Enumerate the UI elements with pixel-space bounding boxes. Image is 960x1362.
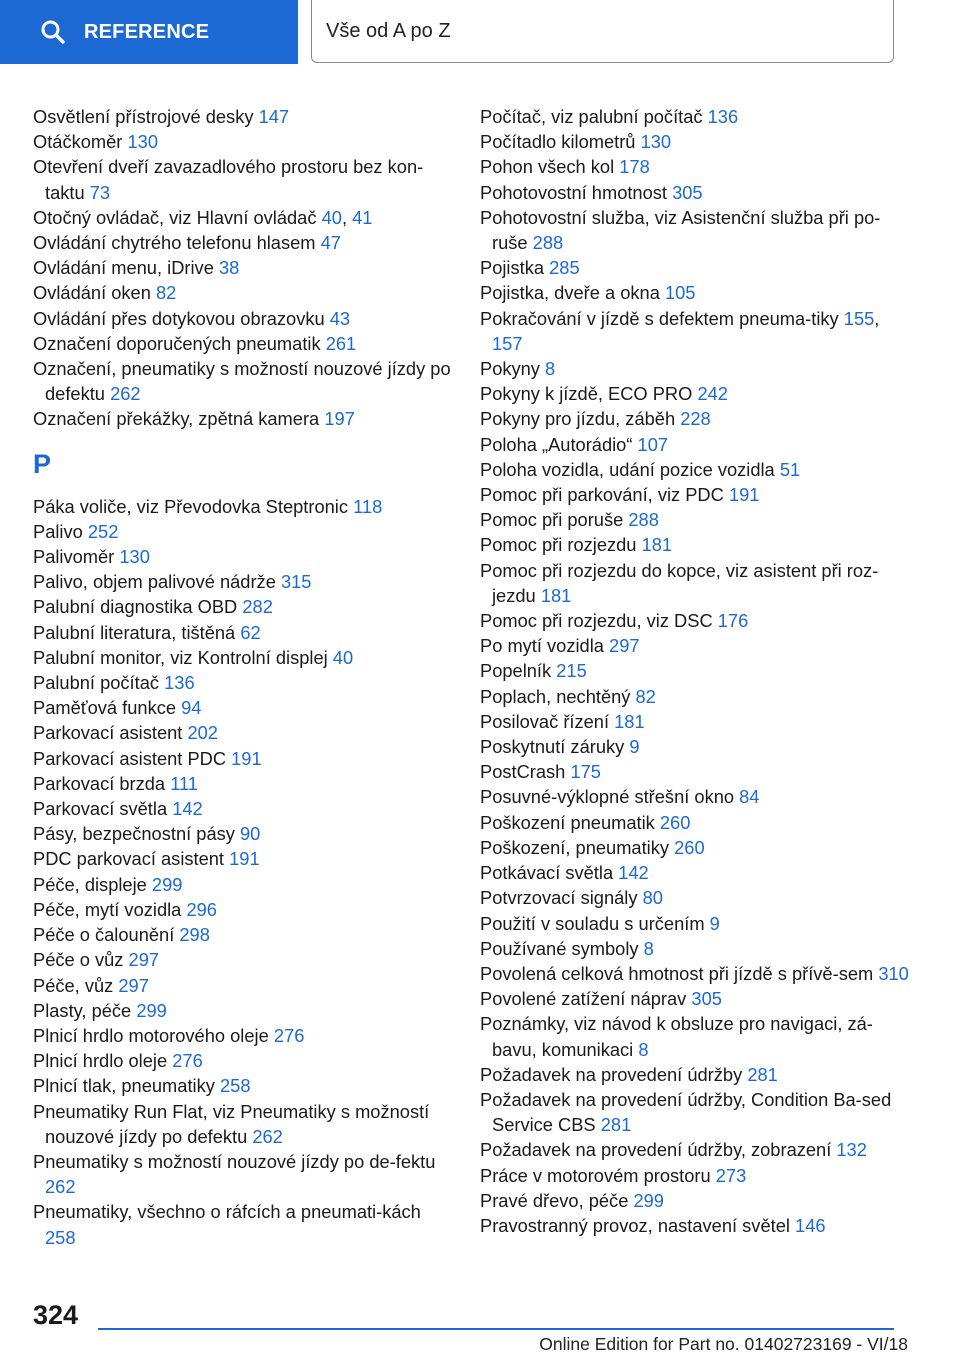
index-entry-text: Palubní literatura, tištěná: [33, 621, 236, 643]
index-entry-text: Otočný ovládač, viz Hlavní ovládač: [33, 206, 317, 228]
index-entry-text: Označení doporučených pneumatik: [33, 332, 321, 354]
index-entry: [480, 356, 910, 381]
index-entry: [33, 255, 453, 280]
page-link[interactable]: 105: [664, 282, 696, 304]
page-link[interactable]: 262: [45, 1176, 76, 1198]
index-entry-text: Potvrzovací signály: [480, 887, 638, 909]
index-entry-text: Plnicí tlak, pneumatiky: [33, 1075, 215, 1097]
index-entry: [480, 154, 910, 179]
page-link[interactable]: 228: [680, 408, 711, 430]
index-entry: [480, 1137, 910, 1162]
page-link[interactable]: 273: [715, 1164, 747, 1186]
index-entry-text: Pneumatiky, všechno o ráfcích a pneumati‐kách: [33, 1201, 421, 1223]
index-entry: [480, 1188, 910, 1213]
index-entry: [33, 720, 453, 745]
page-link[interactable]: 181: [540, 584, 572, 606]
index-entry: [480, 507, 910, 532]
index-entry-text: Otevření dveří zavazadlového prostoru bez kon‐taktu: [33, 156, 424, 203]
page-link[interactable]: 84: [739, 786, 760, 808]
page-link[interactable]: 310: [878, 962, 909, 984]
index-entry: [480, 734, 910, 759]
page-link[interactable]: 130: [127, 131, 159, 153]
index-entry: [480, 709, 910, 734]
index-entry: [33, 280, 453, 305]
index-entry-text: PostCrash: [480, 761, 566, 783]
page-link[interactable]: 288: [628, 509, 659, 531]
page-link[interactable]: 38: [218, 257, 240, 279]
index-entry-text: Páka voliče, viz Převodovka Steptronic: [33, 495, 348, 517]
index-entry: [480, 129, 910, 154]
index-entry: [33, 1099, 453, 1149]
page-link[interactable]: 262: [110, 383, 141, 405]
index-entry-text: Pásy, bezpečnostní pásy: [33, 823, 235, 845]
page-link[interactable]: 142: [172, 798, 203, 820]
page-link[interactable]: 288: [532, 232, 564, 254]
index-entry: [480, 633, 910, 658]
index-column-left: [33, 104, 453, 1250]
index-entry-text: Ovládání menu, iDrive: [33, 257, 214, 279]
index-entry: [33, 104, 453, 129]
index-entry: [480, 860, 910, 885]
index-entry-text: Ovládání oken: [33, 282, 151, 304]
page-link[interactable]: 298: [179, 924, 210, 946]
index-entry-text: Poskytnutí záruky: [480, 736, 625, 758]
index-entry: [33, 594, 453, 619]
index-entry-text: Požadavek na provedení údržby: [480, 1063, 743, 1085]
index-entry: [480, 255, 910, 280]
index-entry: [480, 658, 910, 683]
page-link[interactable]: 82: [156, 282, 177, 304]
index-entry-text: Označení, pneumatiky s možností nouzové jízdy po defektu: [33, 358, 451, 405]
page-link[interactable]: 62: [240, 621, 261, 643]
index-entry-text: Poškození pneumatik: [480, 811, 655, 833]
footer-divider: [98, 1328, 894, 1330]
page-link[interactable]: 90: [239, 823, 261, 845]
page-link[interactable]: 82: [635, 685, 656, 707]
index-entry-text: Plasty, péče: [33, 999, 132, 1021]
index-entry-text: Počítač, viz palubní počítač: [480, 106, 703, 127]
index-entry-text: Pohotovostní služba, viz Asistenční služba při po‐ruše: [480, 206, 881, 254]
index-entry-text: Potkávací světla: [480, 862, 614, 884]
page-link[interactable]: 176: [717, 610, 749, 632]
page-link[interactable]: 157: [492, 332, 523, 354]
index-entry-text: Povolená celková hmotnost při jízdě s přívě‐sem: [480, 962, 874, 984]
index-entry-text: Ovládání chytrého telefonu hlasem: [33, 232, 316, 254]
index-entry-text: Parkovací asistent PDC: [33, 747, 227, 769]
footer-edition: Online Edition for Part no. 01402723169 - VI/18: [539, 1334, 908, 1354]
index-entry: [33, 1048, 453, 1073]
index-entry-text: Označení překážky, zpětná kamera: [33, 408, 320, 430]
index-entry-text: Popelník: [480, 660, 552, 682]
index-entry-text: Péče o čalounění: [33, 924, 175, 946]
page-link[interactable]: 175: [570, 761, 601, 783]
index-letter-heading: P: [33, 448, 52, 479]
page-link[interactable]: 202: [187, 722, 218, 744]
index-entry: [33, 1149, 453, 1199]
index-entry-text: Péče, mytí vozidla: [33, 898, 182, 920]
page-link[interactable]: 297: [118, 974, 149, 996]
index-entry-text: Paměťová funkce: [33, 697, 177, 719]
page-link[interactable]: 40: [321, 206, 342, 228]
index-entry-text: Pravé dřevo, péče: [480, 1189, 629, 1211]
index-entry-text: Pohon všech kol: [480, 156, 615, 178]
page-link[interactable]: 297: [128, 949, 160, 971]
page-link[interactable]: 130: [640, 131, 672, 153]
page-link[interactable]: 260: [674, 836, 705, 858]
page-link[interactable]: 281: [600, 1114, 632, 1136]
page-link[interactable]: 276: [273, 1024, 305, 1046]
page-link[interactable]: 8: [638, 1038, 649, 1060]
index-entry-text: Pomoc při rozjezdu, viz DSC: [480, 610, 713, 632]
index-entry-text: Poznámky, viz návod k obsluze pro navigaci, zá‐bavu, komunikaci: [480, 1013, 873, 1060]
index-entry: [480, 961, 910, 986]
page-link[interactable]: 43: [329, 307, 351, 329]
page-link[interactable]: 94: [181, 697, 202, 719]
page-link[interactable]: 242: [697, 383, 728, 405]
index-entry: [33, 1073, 453, 1098]
index-entry: [480, 432, 910, 457]
section-title: Vše od A po Z: [326, 19, 451, 42]
index-entry: [33, 897, 453, 922]
index-entry-text: Péče, displeje: [33, 873, 147, 895]
page-link[interactable]: 296: [186, 898, 217, 920]
page-link[interactable]: 147: [258, 106, 290, 127]
index-entry-text: Plnicí hrdlo oleje: [33, 1050, 168, 1072]
index-entry: [480, 885, 910, 910]
page-link[interactable]: 299: [151, 873, 183, 895]
index-entry-text: Palivo, objem palivové nádrže: [33, 571, 276, 593]
index-entry-text: Plnicí hrdlo motorového oleje: [33, 1024, 269, 1046]
index-entry: [480, 205, 910, 255]
index-entry-text: Použití v souladu s určením: [480, 912, 705, 934]
index-entry: [33, 746, 453, 771]
page-link[interactable]: 299: [136, 999, 167, 1021]
index-entry: [33, 331, 453, 356]
index-entry-text: Palubní monitor, viz Kontrolní displej: [33, 646, 328, 668]
index-entry: [480, 280, 910, 305]
index-entry: [33, 306, 453, 331]
page-link[interactable]: 281: [747, 1063, 778, 1085]
index-column-right: [480, 104, 910, 1238]
index-entry-text: Poloha „Autorádio“: [480, 433, 633, 455]
index-entry: Otočný ovládač, viz Hlavní ovládač 40, 41: [33, 206, 373, 228]
index-entry-text: Pomoc při poruše: [480, 509, 624, 531]
page-link[interactable]: 191: [229, 848, 260, 870]
index-entry: [480, 1011, 910, 1061]
index-entry-text: Práce v motorovém prostoru: [480, 1164, 711, 1186]
index-entry: [33, 947, 453, 972]
index-entry-text: Posuvné-výklopné střešní okno: [480, 786, 735, 808]
page-number: 324: [33, 1300, 79, 1330]
index-entry: [480, 936, 910, 961]
index-entry-text: Požadavek na provedení údržby, Condition Ba‐sed Service CBS: [480, 1088, 892, 1136]
index-entry-text: Otáčkoměr: [33, 131, 123, 153]
page-link[interactable]: 40: [332, 646, 354, 668]
page-link[interactable]: 252: [87, 520, 119, 542]
index-entry: [480, 482, 910, 507]
page-link[interactable]: 191: [231, 747, 262, 769]
index-entry-text: Po mytí vozidla: [480, 635, 604, 657]
index-entry-text: Poplach, nechtěný: [480, 685, 631, 707]
index-entry: [33, 129, 453, 154]
page-link[interactable]: 73: [89, 181, 111, 203]
index-entry: [480, 784, 910, 809]
index-entry: [33, 356, 453, 406]
index-entry: [33, 519, 453, 544]
index-entry: [480, 558, 910, 608]
index-entry-text: Palivo: [33, 520, 83, 542]
page-link[interactable]: 132: [836, 1139, 867, 1161]
index-entry: [33, 973, 453, 998]
index-entry-text: Pravostranný provoz, nastavení světel: [480, 1214, 790, 1236]
page-link[interactable]: 276: [172, 1050, 203, 1072]
index-entry-text: Používané symboly: [480, 937, 639, 959]
index-entry-text: Posilovač řízení: [480, 710, 610, 732]
index-entry-text: Pomoc při rozjezdu do kopce, viz asistent při roz‐jezdu: [480, 559, 879, 606]
index-entry: [33, 1199, 453, 1249]
index-entry: Pokračování v jízdě s defektem pneuma‐tiky 155, 157: [480, 307, 880, 354]
page-link[interactable]: 305: [672, 181, 703, 203]
index-entry: [480, 381, 910, 406]
page-link[interactable]: 258: [219, 1075, 251, 1097]
index-entry-text: Pomoc při rozjezdu: [480, 534, 637, 556]
index-entry: [33, 998, 453, 1023]
index-entry: [480, 911, 910, 936]
reference-tab[interactable]: [0, 0, 298, 64]
page-link[interactable]: 262: [252, 1125, 283, 1147]
page-link[interactable]: 136: [164, 672, 195, 694]
page-link[interactable]: 142: [618, 862, 649, 884]
page-link[interactable]: 260: [659, 811, 691, 833]
index-entry: [480, 1062, 910, 1087]
index-entry: [480, 180, 910, 205]
index-entry-text: Palubní počítač: [33, 672, 160, 694]
page-link[interactable]: 51: [779, 458, 801, 480]
index-entry: [33, 846, 453, 871]
index-entry-text: Pojistka: [480, 257, 545, 279]
page-link[interactable]: 181: [641, 534, 673, 556]
index-entry-text: Ovládání přes dotykovou obrazovku: [33, 307, 325, 329]
page-link[interactable]: 111: [170, 772, 198, 794]
index-entry: [480, 684, 910, 709]
page-link[interactable]: 258: [45, 1226, 76, 1248]
index-entry: [480, 1163, 910, 1188]
index-entry: [33, 620, 453, 645]
page-link[interactable]: 41: [352, 206, 373, 228]
reference-label: REFERENCE: [84, 20, 210, 43]
index-entry: [480, 986, 910, 1011]
index-entry-text: Poloha vozidla, udání pozice vozidla: [480, 458, 775, 480]
section-title-tab: [311, 0, 894, 63]
page-link[interactable]: 297: [609, 635, 640, 657]
page-link[interactable]: 299: [633, 1189, 664, 1211]
index-entry-text: Osvětlení přístrojové desky: [33, 106, 254, 127]
page-link[interactable]: 181: [614, 710, 645, 732]
index-entry-text: Palivoměr: [33, 546, 115, 568]
index-entry: [33, 1023, 453, 1048]
index-entry: [480, 1087, 910, 1137]
page-link[interactable]: 315: [280, 571, 312, 593]
index-entry-text: Pneumatiky s možností nouzové jízdy po de‐fektu: [33, 1150, 436, 1172]
page-link[interactable]: 107: [637, 433, 669, 455]
index-entry: [480, 1213, 910, 1238]
index-entry-text: Pokyny: [480, 358, 540, 380]
index-entry: [480, 608, 910, 633]
index-entry: [480, 406, 910, 431]
page-link[interactable]: 305: [691, 988, 722, 1010]
index-entry: [33, 922, 453, 947]
index-entry: [33, 569, 453, 594]
page-link[interactable]: 130: [119, 546, 150, 568]
index-entry-text: Pneumatiky Run Flat, viz Pneumatiky s možností nouzové jízdy po defektu: [33, 1100, 430, 1147]
index-entry: [33, 230, 453, 255]
page-link[interactable]: 8: [545, 358, 556, 380]
index-entry: [480, 104, 910, 129]
page-link[interactable]: 8: [643, 937, 654, 959]
index-entry: [33, 406, 453, 431]
index-entry: [480, 457, 910, 482]
index-entry-text: Počítadlo kilometrů: [480, 131, 636, 153]
index-entry: [33, 154, 453, 204]
index-entry: [480, 835, 910, 860]
page-link[interactable]: 9: [629, 736, 640, 758]
index-entry-text: Pohotovostní hmotnost: [480, 181, 667, 203]
page-link[interactable]: 282: [242, 596, 273, 618]
index-entry-text: Pojistka, dveře a okna: [480, 282, 660, 304]
index-entry: [480, 810, 910, 835]
page-link[interactable]: 136: [707, 106, 739, 127]
index-entry-text: PDC parkovací asistent: [33, 848, 225, 870]
index-entry-text: Palubní diagnostika OBD: [33, 596, 238, 618]
index-entry: [480, 759, 910, 784]
index-entry-text: Pomoc při parkování, viz PDC: [480, 484, 724, 506]
index-entry: [33, 821, 453, 846]
index-entry-text: Poškození, pneumatiky: [480, 836, 670, 858]
index-entry-text: Požadavek na provedení údržby, zobrazení: [480, 1139, 832, 1161]
page-link[interactable]: 155: [843, 307, 875, 329]
page-link[interactable]: 118: [353, 495, 383, 517]
index-entry: [33, 695, 453, 720]
search-icon: [40, 19, 66, 45]
page-link[interactable]: 191: [728, 484, 760, 506]
index-entry: [33, 670, 453, 695]
index-entry: [33, 544, 453, 569]
index-entry-text: Pokračování v jízdě s defektem pneuma‐tiky: [480, 307, 839, 329]
index-entry: [33, 872, 453, 897]
index-entry-text: Péče, vůz: [33, 974, 114, 996]
index-entry-text: Parkovací světla: [33, 798, 168, 820]
index-entry-text: Parkovací brzda: [33, 772, 166, 794]
index-entry: [33, 645, 453, 670]
index-entry: [480, 532, 910, 557]
index-entry-text: Povolené zatížení náprav: [480, 988, 687, 1010]
index-entry-text: Péče o vůz: [33, 949, 124, 971]
page-link[interactable]: 197: [324, 408, 355, 430]
page-link[interactable]: 215: [556, 660, 587, 682]
index-entry: [33, 796, 453, 821]
page-link[interactable]: 178: [619, 156, 650, 178]
page-link[interactable]: 146: [795, 1214, 826, 1236]
page-link[interactable]: 47: [320, 232, 341, 254]
index-entry-text: Pokyny pro jízdu, záběh: [480, 408, 676, 430]
page-link[interactable]: 9: [709, 912, 720, 934]
page-link[interactable]: 261: [325, 332, 357, 354]
index-entry: [33, 494, 453, 519]
index-entry-text: Parkovací asistent: [33, 722, 183, 744]
page-link[interactable]: 285: [549, 257, 580, 279]
page-link[interactable]: 80: [642, 887, 663, 909]
index-entry-text: Pokyny k jízdě, ECO PRO: [480, 383, 693, 405]
index-entry: [33, 771, 453, 796]
